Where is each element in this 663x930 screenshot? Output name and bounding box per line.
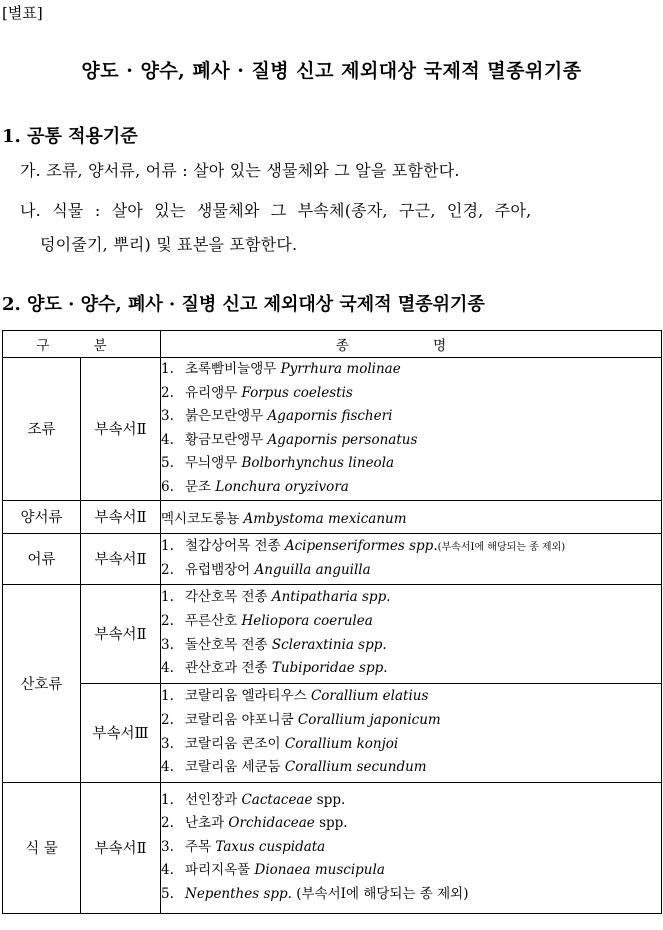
list-item: 4. 황금모란앵무 Agapornis personatus: [161, 431, 418, 448]
section2-heading: 2. 양도 · 양수, 폐사 · 질병 신고 제외대상 국제적 멸종위기종: [2, 294, 485, 315]
table-row-plants: [3, 782, 662, 913]
table-row-birds: [3, 358, 662, 501]
species-list-cell: [161, 782, 662, 913]
category-cell: 조류: [3, 358, 81, 501]
section1-item-na-cont: 덩이줄기, 뿌리) 및 표본을 포함한다.: [40, 235, 298, 254]
table-header-row: [3, 331, 662, 358]
list-item: 2. 푸른산호 Heliopora coerulea: [161, 612, 373, 629]
list-item: 4. 관산호과 전종 Tubiporidae spp.: [161, 660, 388, 677]
appendix-label: [별표]: [2, 4, 43, 22]
section1-item-na: 나. 식물 : 살아 있는 생물체와 그 부속체(종자, 구근, 인경, 주아,: [20, 201, 532, 220]
species-list-cell: [161, 533, 662, 584]
list-item: 5. Nepenthes spp. (부속서Ⅰ에 해당되는 종 제외): [161, 885, 469, 902]
list-item: 멕시코도롱뇽 Ambystoma mexicanum: [161, 510, 407, 527]
list-item: 2. 코랄리움 야포니쿰 Corallium japonicum: [161, 711, 441, 728]
table-row-fish: [3, 533, 662, 584]
table-row-corals-app2: [3, 584, 662, 683]
header-category: 구 분: [3, 331, 161, 358]
appendix-cell: 부속서Ⅱ: [81, 533, 161, 584]
list-item: 3. 주목 Taxus cuspidata: [161, 838, 326, 855]
appendix-cell: 부속서Ⅱ: [81, 500, 161, 533]
list-item: 1. 각산호목 전종 Antipatharia spp.: [161, 589, 391, 606]
species-list-cell: [161, 358, 662, 501]
category-cell: 식 물: [3, 782, 81, 913]
table-row-amphibians: [3, 500, 662, 533]
list-item: 3. 돌산호목 전종 Scleraxtinia spp.: [161, 636, 387, 653]
species-table: [2, 330, 662, 914]
list-item: 3. 코랄리움 콘조이 Corallium konjoi: [161, 735, 399, 752]
section1-heading: 1. 공통 적용기준: [2, 126, 138, 147]
appendix-cell: 부속서Ⅲ: [81, 683, 161, 782]
species-list-cell: [161, 584, 662, 683]
header-species: 종 명: [161, 331, 662, 358]
list-item: 1. 초록빰비늘앵무 Pyrrhura molinae: [161, 361, 401, 377]
category-cell: 양서류: [3, 500, 81, 533]
appendix-cell: 부속서Ⅱ: [81, 358, 161, 501]
list-item: 1. 코랄리움 엘라티우스 Corallium elatius: [161, 688, 429, 705]
appendix-cell: 부속서Ⅱ: [81, 584, 161, 683]
category-cell: 어류: [3, 533, 81, 584]
list-item: 5. 무늬앵무 Bolborhynchus lineola: [161, 455, 395, 472]
list-item: 2. 유럽뱀장어 Anguilla anguilla: [161, 561, 371, 578]
section1-item-ga: 가. 조류, 양서류, 어류 : 살아 있는 생물체와 그 알을 포함한다.: [20, 161, 460, 180]
list-item: 1. 철갑상어목 전종 Acipenseriformes spp.(부속서Ⅰ에 해당되는 종 제외): [161, 537, 566, 554]
species-list-cell: [161, 500, 662, 533]
list-item: 2. 유리앵무 Forpus coelestis: [161, 384, 353, 401]
list-item: 4. 파리지옥풀 Dionaea muscipula: [161, 862, 385, 879]
list-item: 4. 코랄리움 세쿤둠 Corallium secundum: [161, 759, 427, 776]
list-item: 2. 난초과 Orchidaceae spp.: [161, 815, 348, 832]
list-item: 3. 붉은모란앵무 Agapornis fischeri: [161, 408, 393, 425]
appendix-cell: 부속서Ⅱ: [81, 782, 161, 913]
species-list-cell: [161, 683, 662, 782]
table-row-corals-app3: [3, 683, 662, 782]
list-item: 1. 선인장과 Cactaceae spp.: [161, 791, 346, 808]
document-title: 양도 · 양수, 폐사 · 질병 신고 제외대상 국제적 멸종위기종: [81, 60, 582, 82]
list-item: 6. 문조 Lonchura oryzivora: [161, 478, 349, 495]
category-cell: 산호류: [3, 584, 81, 782]
